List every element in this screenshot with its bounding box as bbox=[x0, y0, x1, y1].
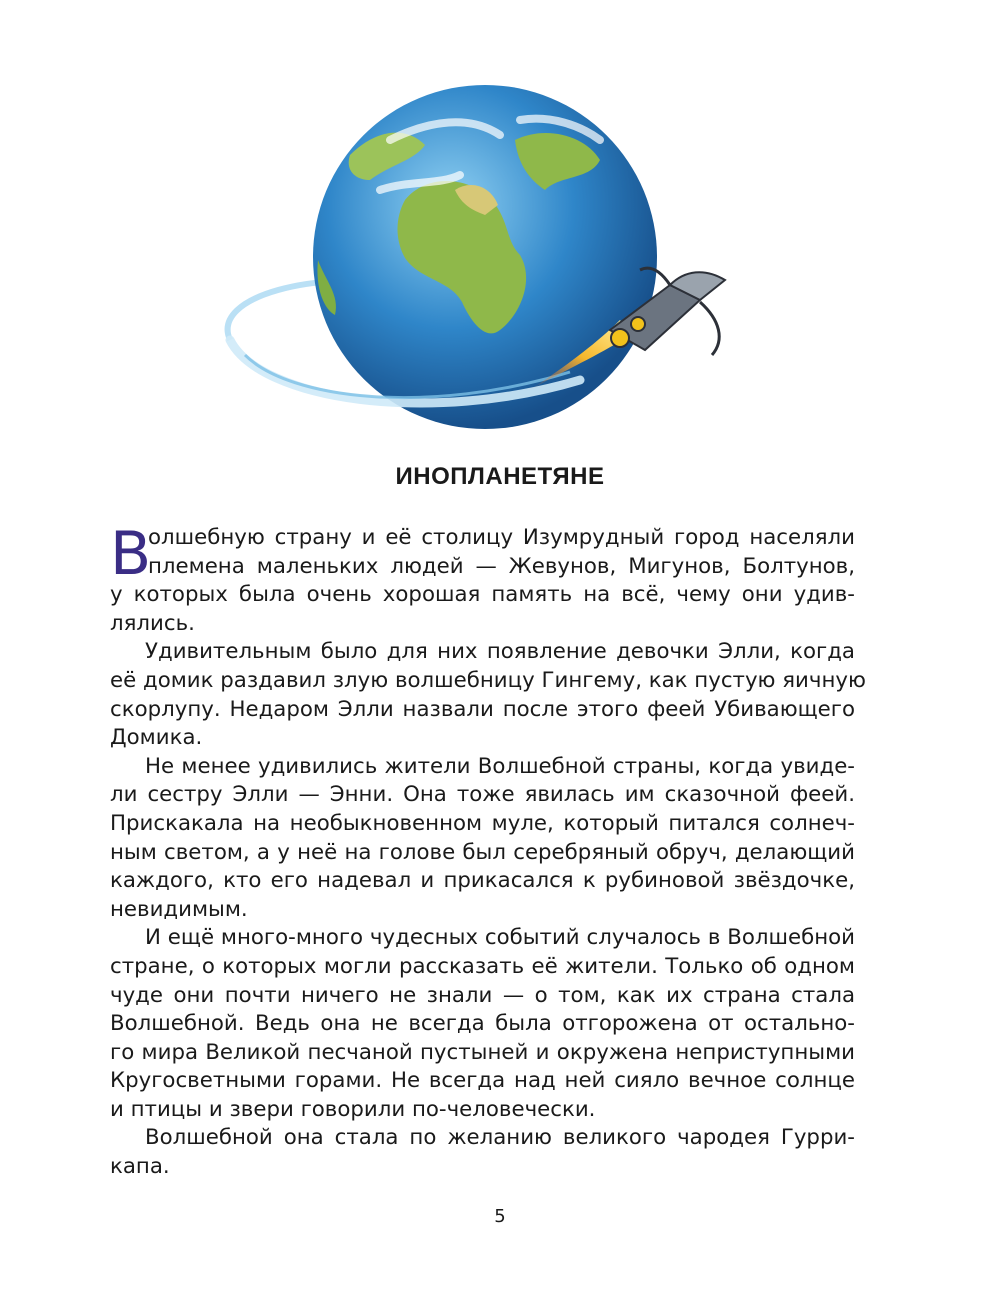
text-line: лялись. bbox=[110, 610, 195, 636]
text-line: невидимым. bbox=[110, 896, 248, 922]
text-line: ным светом, а у неё на голове был серебряный обруч, делающий bbox=[110, 839, 855, 865]
text-line: Удивительным было для них появление девочки Элли, когда bbox=[145, 639, 855, 665]
paragraph-3 bbox=[110, 753, 855, 925]
text-line: Волшебной. Ведь она не всегда была отгорожена от остально- bbox=[110, 1011, 855, 1037]
paragraph-1 bbox=[110, 519, 855, 638]
text-line: олшебную страну и её столицу Изумрудный город населяли bbox=[148, 525, 855, 550]
text-line: Волшебной она стала по желанию великого чародея Гурри- bbox=[145, 1125, 855, 1151]
text-line: и птицы и звери говорили по-человечески. bbox=[110, 1096, 596, 1122]
text-line: у которых была очень хорошая память на всё, чему они удив- bbox=[110, 582, 855, 608]
text-line: Кругосветными горами. Не всегда над ней сияло вечное солнце bbox=[110, 1068, 855, 1094]
earth-globe-illustration bbox=[200, 80, 760, 460]
text-line: скорлупу. Недаром Элли назвали после этого феей Убивающего bbox=[110, 696, 855, 722]
paragraph-2 bbox=[110, 638, 866, 752]
text-line: Не менее удивились жители Волшебной страны, когда увиде- bbox=[145, 753, 855, 779]
chapter-text bbox=[110, 519, 866, 1182]
text-line: го мира Великой песчаной пустыней и окружена неприступными bbox=[110, 1039, 855, 1065]
text-line: Домика. bbox=[110, 725, 203, 751]
text-line: И ещё много-много чудесных событий случалось в Волшебной bbox=[145, 925, 855, 951]
page-number: 5 bbox=[494, 1206, 506, 1227]
paragraph-4 bbox=[110, 924, 855, 1124]
text-line: чуде они почти ничего не знали — о том, как их страна стала bbox=[110, 982, 855, 1008]
text-line: Прискакала на необыкновенном муле, который питался солнеч- bbox=[110, 810, 855, 836]
chapter-title: ИНОПЛАНЕТЯНЕ bbox=[395, 463, 605, 490]
text-line: ли сестру Элли — Энни. Она тоже явилась им сказочной феей. bbox=[110, 782, 855, 808]
text-line: каждого, кто его надевал и прикасался к рубиновой звёздочке, bbox=[110, 868, 855, 894]
text-line: стране, о которых могли рассказать её жители. Только об одном bbox=[110, 953, 855, 979]
drop-cap: В bbox=[110, 519, 152, 589]
paragraph-5 bbox=[110, 1124, 855, 1181]
text-line: капа. bbox=[110, 1154, 170, 1180]
text-line: её домик раздавил злую волшебницу Гингему, как пустую яичную bbox=[110, 667, 866, 693]
text-line: племена маленьких людей — Жевунов, Мигунов, Болтунов, bbox=[148, 553, 855, 579]
